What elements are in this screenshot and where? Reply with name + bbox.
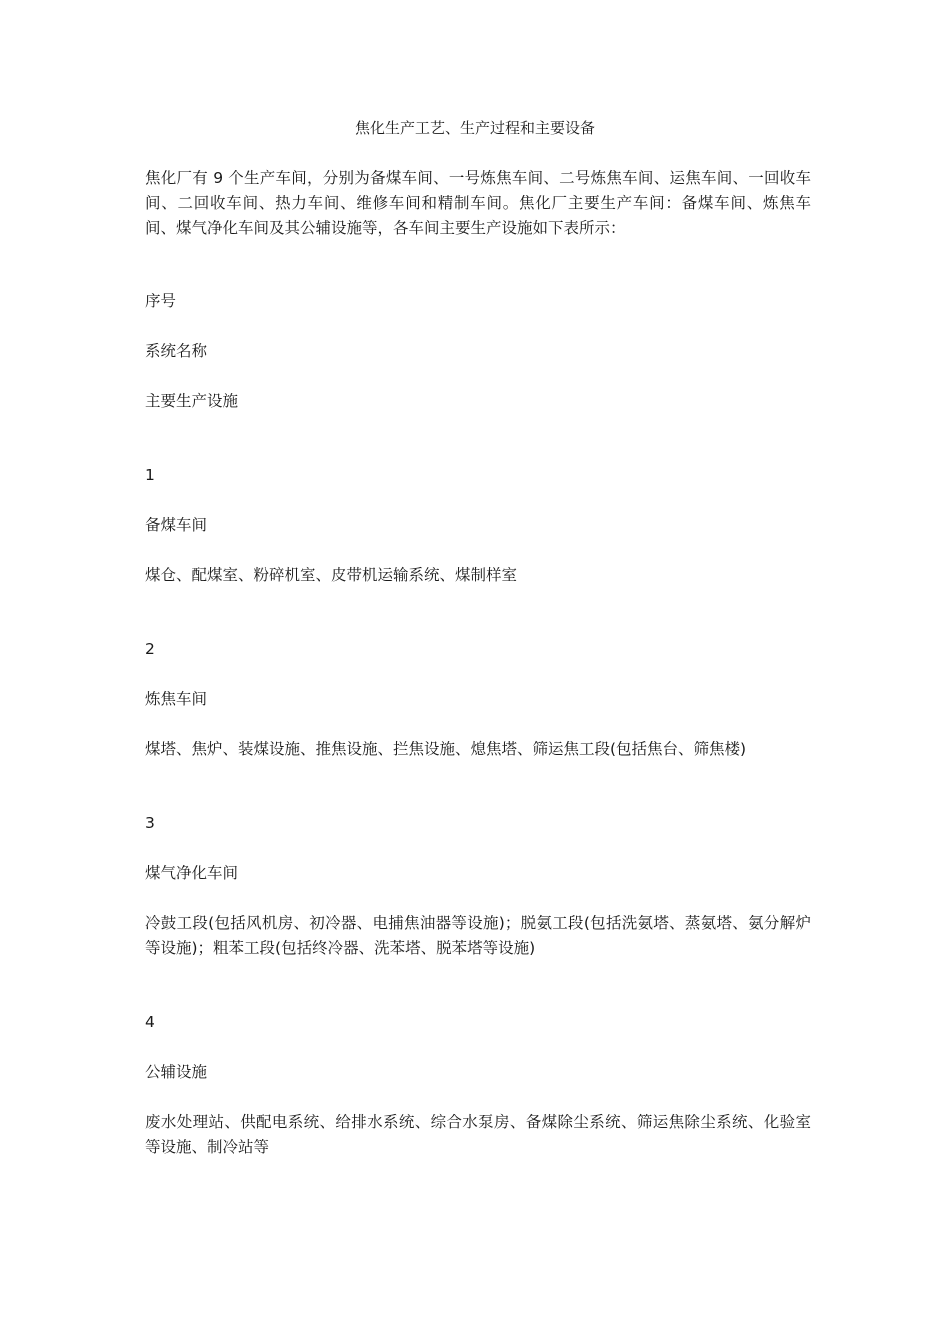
table-row-3-serial: 3 <box>145 814 155 832</box>
table-row-2-serial: 2 <box>145 640 155 658</box>
table-row-4-serial: 4 <box>145 1013 155 1031</box>
table-row-4-facilities: 废水处理站、供配电系统、给排水系统、综合水泵房、备煤除尘系统、筛运焦除尘系统、化验室等设施、制冷站等 <box>145 1113 811 1156</box>
table-row-2-facilities: 煤塔、焦炉、装煤设施、推焦设施、拦焦设施、熄焦塔、筛运焦工段(包括焦台、筛焦楼) <box>145 740 747 758</box>
table-row-3-facilities: 冷鼓工段(包括风机房、初冷器、电捕焦油器等设施)；脱氨工段(包括洗氨塔、蒸氨塔、氨分解炉等设施)；粗苯工段(包括终冷器、洗苯塔、脱苯塔等设施) <box>145 914 811 957</box>
table-header-main-facilities: 主要生产设施 <box>145 392 239 410</box>
table-row-4-system-name: 公辅设施 <box>145 1063 208 1081</box>
table-row-1-system-name: 备煤车间 <box>145 516 208 534</box>
table-header-serial: 序号 <box>145 292 177 310</box>
document-title: 焦化生产工艺、生产过程和主要设备 <box>354 119 595 137</box>
table-row-1-facilities: 煤仓、配煤室、粉碎机室、皮带机运输系统、煤制样室 <box>145 566 518 584</box>
table-row-3-system-name: 煤气净化车间 <box>145 864 239 882</box>
table-header-system-name: 系统名称 <box>145 342 208 360</box>
table-row-2-system-name: 炼焦车间 <box>145 690 208 708</box>
table-row-1-serial: 1 <box>145 466 155 484</box>
intro-paragraph: 焦化厂有 9 个生产车间，分别为备煤车间、一号炼焦车间、二号炼焦车间、运焦车间、一回收车间、二回收车间、热力车间、维修车间和精制车间。焦化厂主要生产车间：备煤车间、炼焦车间、煤气净化车间及其公辅设施等，各车间主要生产设施如下表所示： <box>145 169 811 237</box>
